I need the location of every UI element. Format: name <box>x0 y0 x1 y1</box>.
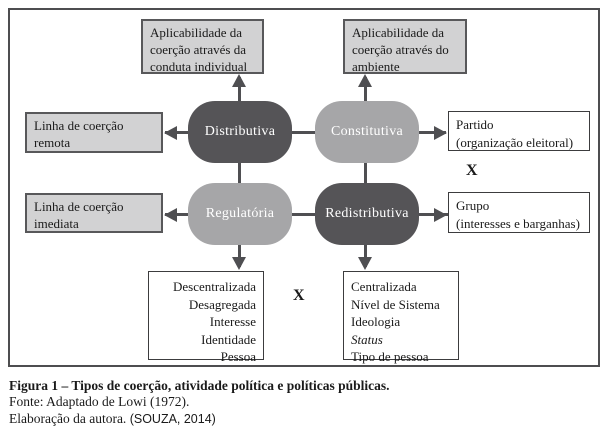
caption-credit <box>9 411 605 427</box>
box-descentralizada-list <box>148 271 264 365</box>
caption-title: Figura 1 – Tipos de coerção, atividade política e políticas públicas. <box>9 378 390 393</box>
node-constitutiva <box>315 101 419 163</box>
box-partido <box>448 111 590 151</box>
node-regulatoria-label: Regulatória <box>205 206 275 221</box>
box-grupo <box>448 192 590 233</box>
box-partido-subtitle: (organização eleitoral) <box>456 134 574 150</box>
arrow-up-constitutiva <box>358 74 372 87</box>
arrow-up-distributiva <box>232 74 246 87</box>
list-item: Centralizada <box>351 279 417 294</box>
figure-border <box>8 8 600 367</box>
list-item: Interesse <box>209 314 256 330</box>
list-item: Ideologia <box>351 314 401 330</box>
caption-source: Fonte: Adaptado de Lowi (1972). <box>9 394 190 410</box>
x-mark-right: X <box>466 162 478 179</box>
arrow-right-redistributiva <box>434 208 447 222</box>
arrow-left-regulatoria <box>164 208 177 222</box>
list-item: Nível de Sistema <box>351 296 440 312</box>
list-item: Desagregada <box>188 296 256 312</box>
list-item: Tipo de pessoa <box>351 349 429 365</box>
box-centralizada-list <box>343 271 459 365</box>
node-distributiva <box>188 101 292 163</box>
arrow-down-regulatoria <box>232 257 246 270</box>
x-mark-bottom: X <box>293 287 305 304</box>
node-constitutiva-label: Constitutiva <box>330 124 404 139</box>
box-linha-coercao-imediata: Linha de coerção imediata <box>25 193 163 233</box>
node-redistributiva-label: Redistributiva <box>325 206 409 221</box>
box-linha-coercao-remota: Linha de coerção remota <box>25 112 163 153</box>
list-item: Identidade <box>201 331 256 347</box>
box-aplicabilidade-conduta: Aplicabilidade da coerção através da conduta individual <box>141 19 264 74</box>
arrow-left-distributiva <box>164 126 177 140</box>
node-redistributiva <box>315 183 419 245</box>
arrow-right-constitutiva <box>434 126 447 140</box>
box-grupo-subtitle: (interesses e barganhas) <box>456 215 580 231</box>
figure-caption <box>9 378 605 427</box>
node-regulatoria <box>188 183 292 245</box>
box-aplicabilidade-ambiente: Aplicabilidade da coerção através do ambiente <box>343 19 467 74</box>
box-partido-title: Partido <box>456 117 494 132</box>
caption-credit-text: Elaboração da autora. <box>9 410 127 426</box>
list-item: Pessoa <box>220 349 256 365</box>
box-grupo-title: Grupo <box>456 198 490 213</box>
list-item: Descentralizada <box>172 279 256 294</box>
caption-credit-cite: (SOUZA, 2014) <box>129 411 216 426</box>
arrow-down-redistributiva <box>358 257 372 270</box>
list-item-status: Status <box>351 331 383 347</box>
node-distributiva-label: Distributiva <box>204 124 276 139</box>
